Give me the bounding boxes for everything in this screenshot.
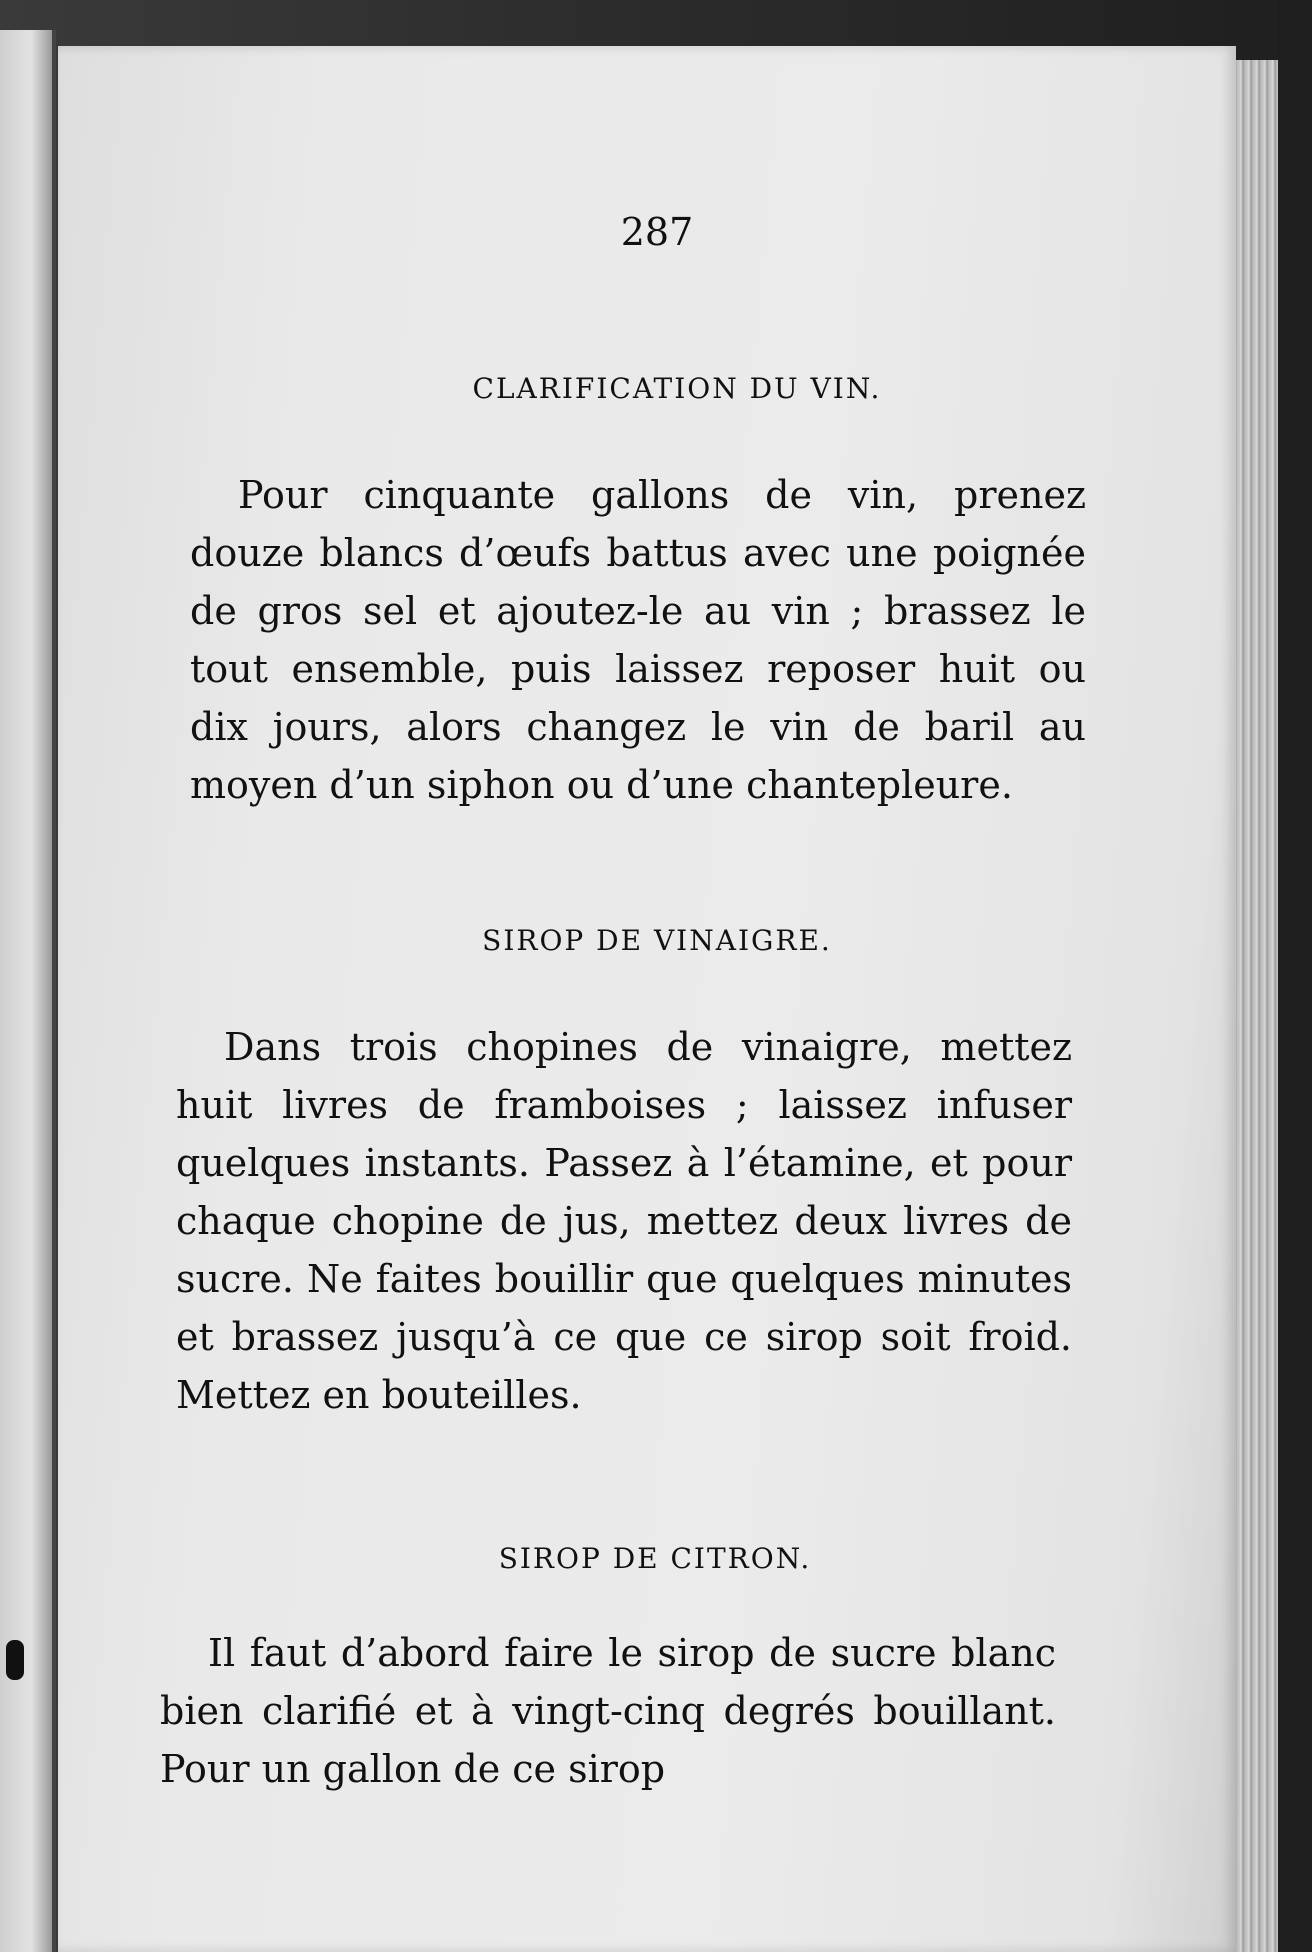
facing-page-edge [0,30,56,1952]
page-number: 287 [620,210,694,254]
binding-mark [6,1640,24,1680]
book-page [58,46,1236,1952]
section-paragraph: Il faut d’abord faire le sirop de sucre blanc bien clarifié et à vingt-cinq degrés bouillant. Pour un gallon de ce sirop [160,1631,1056,1791]
page-content [58,46,1236,1952]
binding-shadow [1278,0,1312,1952]
section-heading: SIROP DE VINAIGRE. [482,924,832,957]
section-heading: CLARIFICATION DU VIN. [472,372,882,405]
section-paragraph: Dans trois chopines de vinaigre, mettez huit livres de framboises ; laissez infuser quelques instants. Passez à l’étamine, et pour chaque chopine de jus, mettez deux livres de sucre. Ne faites bouillir que quelques minutes et brassez jusqu’à ce que ce sirop soit froid. Mettez en bouteilles. [176,1025,1072,1417]
section-paragraph: Pour cinquante gallons de vin, prenez douze blancs d’œufs battus avec une poignée de gros sel et ajoutez-le au vin ; brassez le tout ensemble, puis laissez reposer huit ou dix jours, alors changez le vin de baril au moyen d’un siphon ou d’une chantepleure. [190,473,1086,807]
section-heading: SIROP DE CITRON. [498,1542,812,1575]
